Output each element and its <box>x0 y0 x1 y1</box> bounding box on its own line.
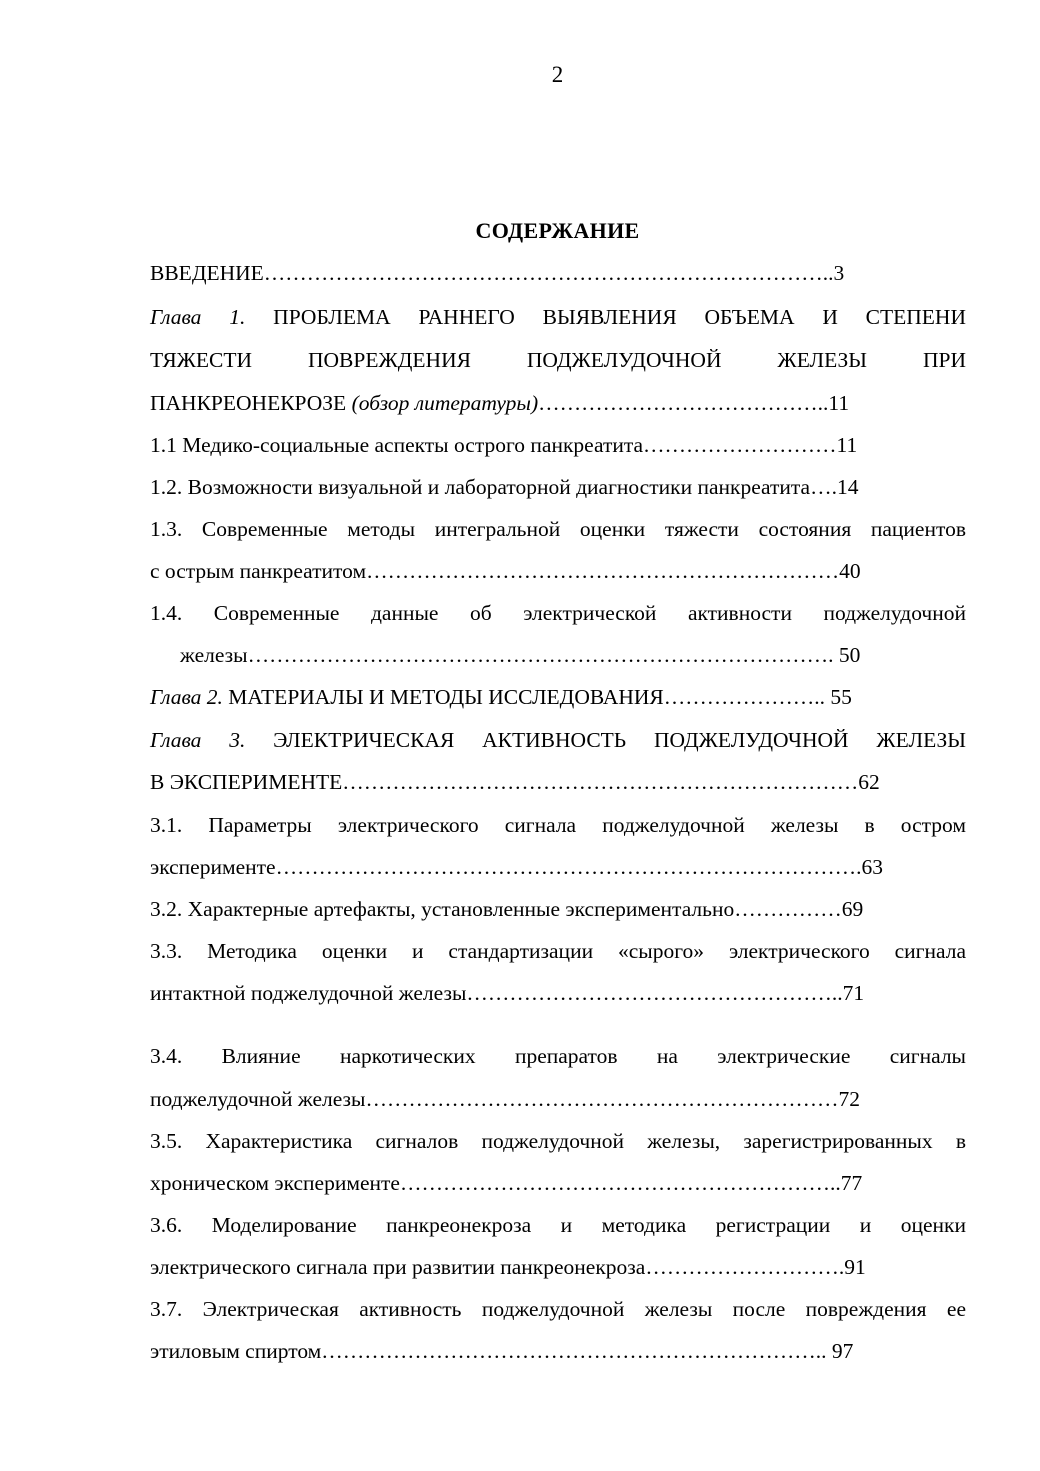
toc-line <box>150 345 966 375</box>
toc-line-text: 3.7. Электрическая активность поджелудочной железы после повреждения ее <box>150 1297 966 1321</box>
toc-line-text: 3.6. Моделирование панкреонекроза и методика регистрации и оценки <box>150 1213 966 1237</box>
toc-line <box>150 852 966 882</box>
toc-line-text: электрического сигнала при развитии панкреонекроза……………………….91 <box>150 1255 866 1279</box>
toc-line-text: 3.1. Параметры электрического сигнала поджелудочной железы в остром <box>150 813 966 837</box>
page-number: 2 <box>551 62 564 87</box>
toc-line <box>150 1210 966 1240</box>
toc-line-text: 1.3. Современные методы интегральной оценки тяжести состояния пациентов <box>150 517 966 541</box>
toc-line-text: 1.2. Возможности визуальной и лабораторной диагностики панкреатита….14 <box>150 475 859 499</box>
toc-line-text: 1.4. Современные данные об электрической активности поджелудочной <box>150 601 966 625</box>
toc-line <box>150 514 966 544</box>
toc-line-text: 3.2. Характерные артефакты, установленные экспериментально……………69 <box>150 897 864 921</box>
toc-line <box>150 810 966 840</box>
toc-line-text: железы………………………………………………………………………. 50 <box>180 643 861 667</box>
toc-line-text: поджелудочной железы…………………………………………………………72 <box>150 1087 860 1111</box>
toc-line <box>150 1041 966 1071</box>
toc-line <box>150 767 966 797</box>
toc-line-text: с острым панкреатитом…………………………………………………………40 <box>150 559 861 583</box>
toc-line-text: ПАНКРЕОНЕКРОЗЕ <box>150 391 352 415</box>
toc-line <box>150 598 966 628</box>
toc-line <box>150 388 966 418</box>
toc-line-text: хроническом эксперименте……………………………………………………..77 <box>150 1171 863 1195</box>
toc-line <box>150 1336 966 1366</box>
toc-line-note: (обзор литературы) <box>351 391 539 415</box>
toc-line-text: эксперименте……………………………………………………………………….63 <box>150 855 883 879</box>
toc-line-text: 3.3. Методика оценки и стандартизации «сырого» электрического сигнала <box>150 939 966 963</box>
toc-line <box>150 556 966 586</box>
toc-line <box>150 1294 966 1324</box>
toc-line-leader: …………………………………..11 <box>538 391 850 415</box>
toc-line-text: 3.5. Характеристика сигналов поджелудочной железы, зарегистрированных в <box>150 1129 966 1153</box>
toc-line-text: В ЭКСПЕРИМЕНТЕ………………………………………………………………62 <box>150 770 880 794</box>
chapter-label: Глава 1. <box>150 305 246 329</box>
toc-line <box>150 1126 966 1156</box>
toc-line <box>180 640 966 670</box>
toc-line <box>150 682 966 712</box>
chapter-label: Глава 2. <box>150 685 223 709</box>
toc-line <box>150 302 966 332</box>
chapter-label: Глава 3. <box>150 728 246 752</box>
toc-line-text: ПРОБЛЕМА РАННЕГО ВЫЯВЛЕНИЯ ОБЪЕМА И СТЕПЕНИ <box>245 305 966 329</box>
toc-line <box>150 725 966 755</box>
toc-line <box>150 1252 966 1282</box>
toc-line-text: 1.1 Медико-социальные аспекты острого панкреатита………………………11 <box>150 433 858 457</box>
toc-line <box>150 430 966 460</box>
toc-title: СОДЕРЖАНИЕ <box>475 218 640 243</box>
toc-line-text: этиловым спиртом…………………………………………………………….. 97 <box>150 1339 854 1363</box>
toc-line-text: интактной поджелудочной железы……………………………………………..71 <box>150 981 865 1005</box>
toc-line-text: МАТЕРИАЛЫ И МЕТОДЫ ИССЛЕДОВАНИЯ………………….. 55 <box>222 685 852 709</box>
toc-line <box>150 894 966 924</box>
toc-line-text: ТЯЖЕСТИ ПОВРЕЖДЕНИЯ ПОДЖЕЛУДОЧНОЙ ЖЕЛЕЗЫ ПРИ <box>150 348 966 372</box>
toc-line <box>150 1168 966 1198</box>
toc-line-text: ВВЕДЕНИЕ……………………………………………………………………..3 <box>150 261 845 285</box>
toc-line <box>150 258 966 288</box>
toc-line <box>150 472 966 502</box>
toc-line <box>150 1084 966 1114</box>
toc-line <box>150 978 966 1008</box>
toc-line-text: 3.4. Влияние наркотических препаратов на электрические сигналы <box>150 1044 966 1068</box>
toc-line <box>150 936 966 966</box>
toc-line-text: ЭЛЕКТРИЧЕСКАЯ АКТИВНОСТЬ ПОДЖЕЛУДОЧНОЙ ЖЕЛЕЗЫ <box>245 728 966 752</box>
